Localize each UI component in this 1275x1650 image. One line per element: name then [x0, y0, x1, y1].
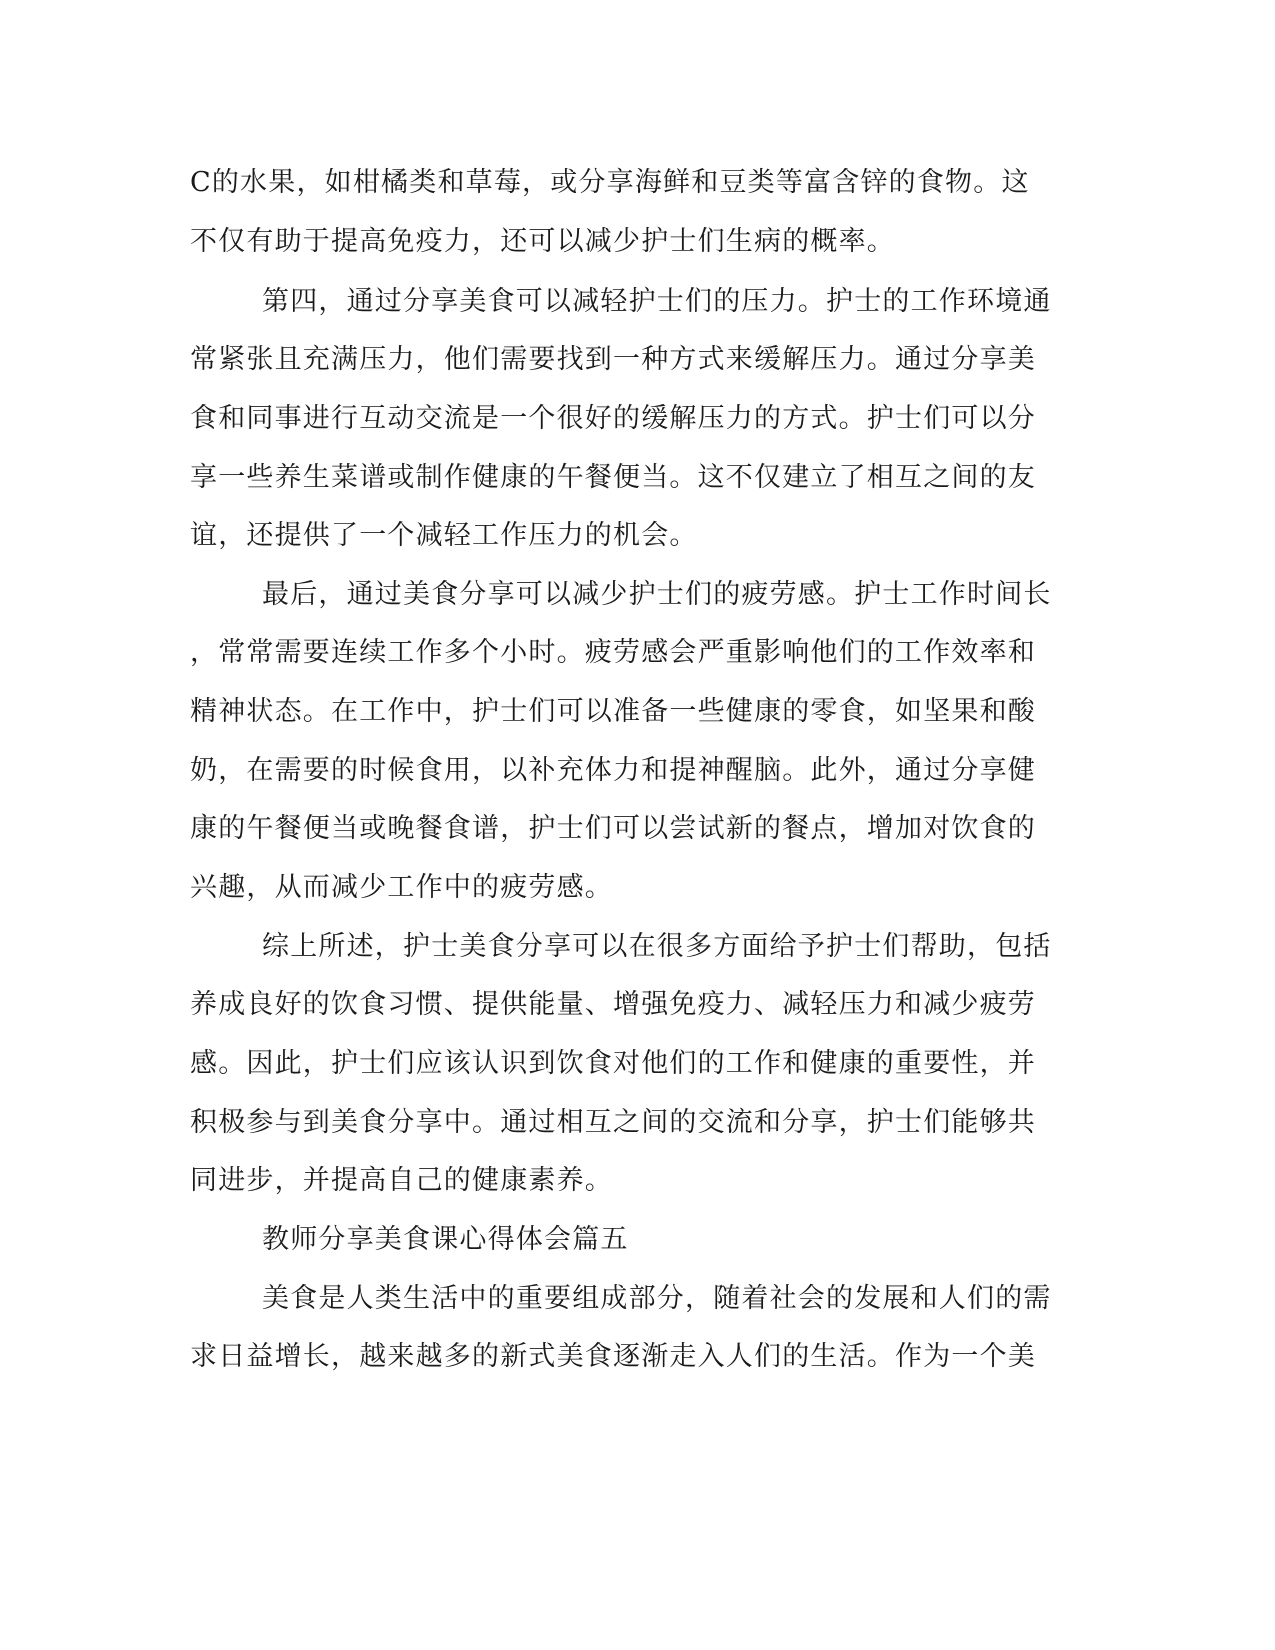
text-line: 兴趣，从而减少工作中的疲劳感。 [190, 872, 613, 903]
text-line: 享一些养生菜谱或制作健康的午餐便当。这不仅建立了相互之间的友 [190, 462, 1036, 493]
paragraph-first-line: 美食是人类生活中的重要组成部分，随着社会的发展和人们的需 [262, 1283, 1052, 1314]
text-line: 食和同事进行互动交流是一个很好的缓解压力的方式。护士们可以分 [190, 403, 1036, 434]
text-line: 康的午餐便当或晚餐食谱，护士们可以尝试新的餐点，增加对饮食的 [190, 813, 1036, 844]
text-line: 常紧张且充满压力，他们需要找到一种方式来缓解压力。通过分享美 [190, 344, 1036, 375]
text-line: 同进步，并提高自己的健康素养。 [190, 1165, 613, 1196]
text-line: 奶，在需要的时候食用，以补充体力和提神醒脑。此外，通过分享健 [190, 755, 1036, 786]
text-line: 养成良好的饮食习惯、提供能量、增强免疫力、减轻压力和减少疲劳 [190, 989, 1036, 1020]
text-line: 精神状态。在工作中，护士们可以准备一些健康的零食，如坚果和酸 [190, 696, 1036, 727]
text-line: C的水果，如柑橘类和草莓，或分享海鲜和豆类等富含锌的食物。这 [190, 167, 1030, 198]
text-line: 谊，还提供了一个减轻工作压力的机会。 [190, 520, 698, 551]
paragraph-first-line: 综上所述，护士美食分享可以在很多方面给予护士们帮助，包括 [262, 931, 1052, 962]
text-line: 求日益增长，越来越多的新式美食逐渐走入人们的生活。作为一个美 [190, 1341, 1036, 1372]
text-line: 感。因此，护士们应该认识到饮食对他们的工作和健康的重要性，并 [190, 1048, 1036, 1079]
section-heading: 教师分享美食课心得体会篇五 [262, 1224, 629, 1255]
text-line: ，常常需要连续工作多个小时。疲劳感会严重影响他们的工作效率和 [190, 637, 1036, 668]
text-line: 不仅有助于提高免疫力，还可以减少护士们生病的概率。 [190, 226, 895, 257]
text-line: 积极参与到美食分享中。通过相互之间的交流和分享，护士们能够共 [190, 1107, 1036, 1138]
paragraph-first-line: 第四，通过分享美食可以减轻护士们的压力。护士的工作环境通 [262, 286, 1052, 317]
paragraph-first-line: 最后，通过美食分享可以减少护士们的疲劳感。护士工作时间长 [262, 579, 1052, 610]
